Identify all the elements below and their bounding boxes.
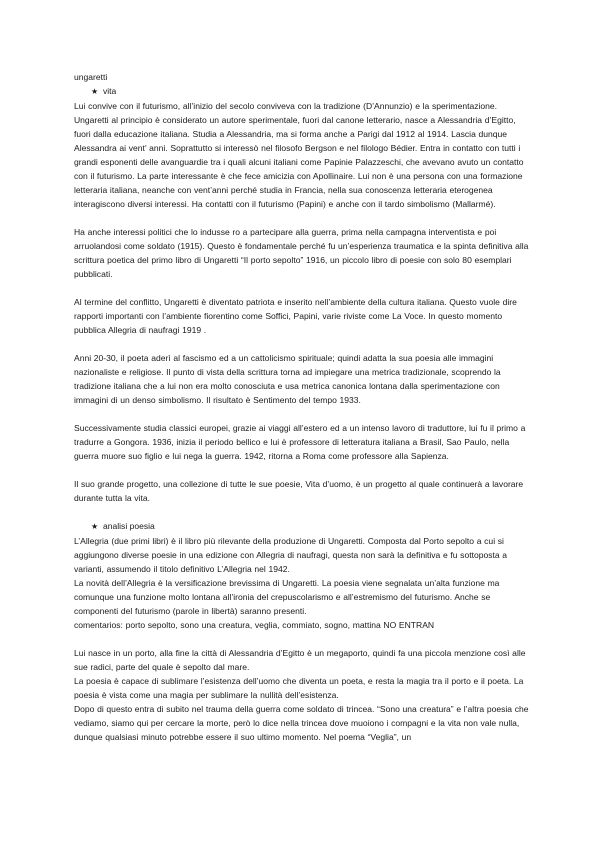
document-page <box>74 70 530 744</box>
section-heading-label: vita <box>103 86 117 96</box>
paragraph-vita-4: Anni 20-30, il poeta aderì al fascismo ed a un cattolicismo spirituale; quindi adatta la sua poesia alle immagini nazionaliste e religiose. Il punto di vista della scrittura torna ad impiegare una metrica tradizionale, scoprendo la tradizione italiana che a lui non era molto conosciuta e usa metrica canonica lontana dalla sperimentazione con immagini di un denso simbolismo. Il risultato è Sentimento del tempo 1933. <box>74 353 501 405</box>
black-star-icon: ★ <box>91 87 99 96</box>
paragraph-vita-3: Al termine del conflitto, Ungaretti è diventato patriota e inserito nell’ambiente della cultura italiana. Questo vuole dire rapporti importanti con l’ambiente fiorentino come Soffici, Papini, varie riviste come La Voce. In questo momento pubblica Allegria di naufragi 1919 . <box>74 297 517 335</box>
paragraph-vita-2: Ha anche interessi politici che lo indusse ro a partecipare alla guerra, prima nella campagna interventista e poi arruolandosi come soldato (1915). Questo è fondamentale perché fu un’esperienza traumatica e la spinta definitiva alla scrittura poetica del primo libro di Ungaretti “Il porto sepolto” 1916, un piccolo libro di poesie con solo 80 esemplari pubblicati. <box>74 227 529 279</box>
paragraph-vita-5: Successivamente studia classici europei, grazie ai viaggi all’estero ed a un intenso lavoro di traduttore, lui fu il primo a tradurre a Gongora. 1936, inizia il periodo bellico e lui è professore di letteratura italiana a Brasil, Sao Paulo, nella guerra muore suo figlio e lui nega la guerra. 1942, ritorna a Roma come professore alla Sapienza. <box>74 423 526 461</box>
paragraph-analisi-5: La poesia è capace di sublimare l’esistenza dell’uomo che diventa un poeta, e resta la magia tra il porto e il poeta. La poesia è vista come una magia per sublimare la nullità dell’esistenza. <box>74 676 524 700</box>
paragraph-analisi-1: L’Allegria (due primi libri) è il libro più rilevante della produzione di Ungaretti. Composta dal Porto sepolto a cui si aggiungono diverse poesie in una edizione con Allegria di naufragi, questa non sarà la definitiva e fu sottoposta a varianti, assumendo il titolo definitivo L’Allegria nel 1942. <box>74 536 508 574</box>
section-heading-analisi <box>74 519 530 534</box>
section-heading-label: analisi poesia <box>103 521 155 531</box>
paragraph-analisi-4: Lui nasce in un porto, alla fine la città di Alessandria d’Egitto è un megaporto, quindi fa una piccola menzione così alle sue radici, parte del quale è sepolto dal mare. <box>74 648 526 672</box>
document-title: ungaretti <box>74 72 108 82</box>
black-star-icon: ★ <box>91 522 99 531</box>
paragraph-vita-1: Lui convive con il futurismo, all’inizio del secolo conviveva con la tradizione (D’Annunzio) e la sperimentazione. Ungaretti al principio è considerato un autore sperimentale, fuori dal canone letterario, nasce a Alessandria d’Egitto, fuori dalla educazione italiana. Studia a Alessandria, ma si forma anche a Parigi dal 1912 al 1914. Lascia dunque Alessandra ai vent’ anni. Soprattutto si interessò nel filosofo Bergson e nel filologo Bédier. Entra in contatto con tutti i grandi esponenti delle avanguardie tra i quali alcuni italiani come Papinie Palazzeschi, che avevano avuto un contatto con il futurismo. La parte interessante è che fece amicizia con Apollinaire. Lui non è una persona con una formazione letteraria italiana, neanche con vent’anni perché studia in Francia, nella sua conoscenza letteraria eterogenea interagiscono diversi interessi. Ha contatti con il futurismo (Papini) e anche con il tardo simbolismo (Mallarmé). <box>74 101 524 209</box>
paragraph-analisi-6: Dopo di questo entra di subito nel trauma della guerra come soldato di trincea. “Sono una creatura” e l’altra poesia che vediamo, siamo qui per cercare la morte, però lo dice nella trincea dove muoiono i compagni e la vita non vale nulla, dunque qualsiasi minuto potrebbe essere il suo ultimo momento. Nel poema “Veglia”, un <box>74 704 529 742</box>
section-heading-vita <box>74 84 530 99</box>
paragraph-analisi-3: comentarios: porto sepolto, sono una creatura, veglia, commiato, sogno, mattina NO ENTRAN <box>74 620 435 630</box>
paragraph-vita-6: Il suo grande progetto, una collezione di tutte le sue poesie, Vita d’uomo, è un progetto al quale continuerà a lavorare durante tutta la vita. <box>74 479 524 503</box>
paragraph-analisi-2: La novità dell’Allegria è la versificazione brevissima di Ungaretti. La poesia viene segnalata un’alta funzione ma comunque una funzione molto lontana all’ironia del crepuscolarismo e all’estremismo del futurismo. Anche se componenti del futurismo (parole in libertà) saranno presenti. <box>74 578 500 616</box>
